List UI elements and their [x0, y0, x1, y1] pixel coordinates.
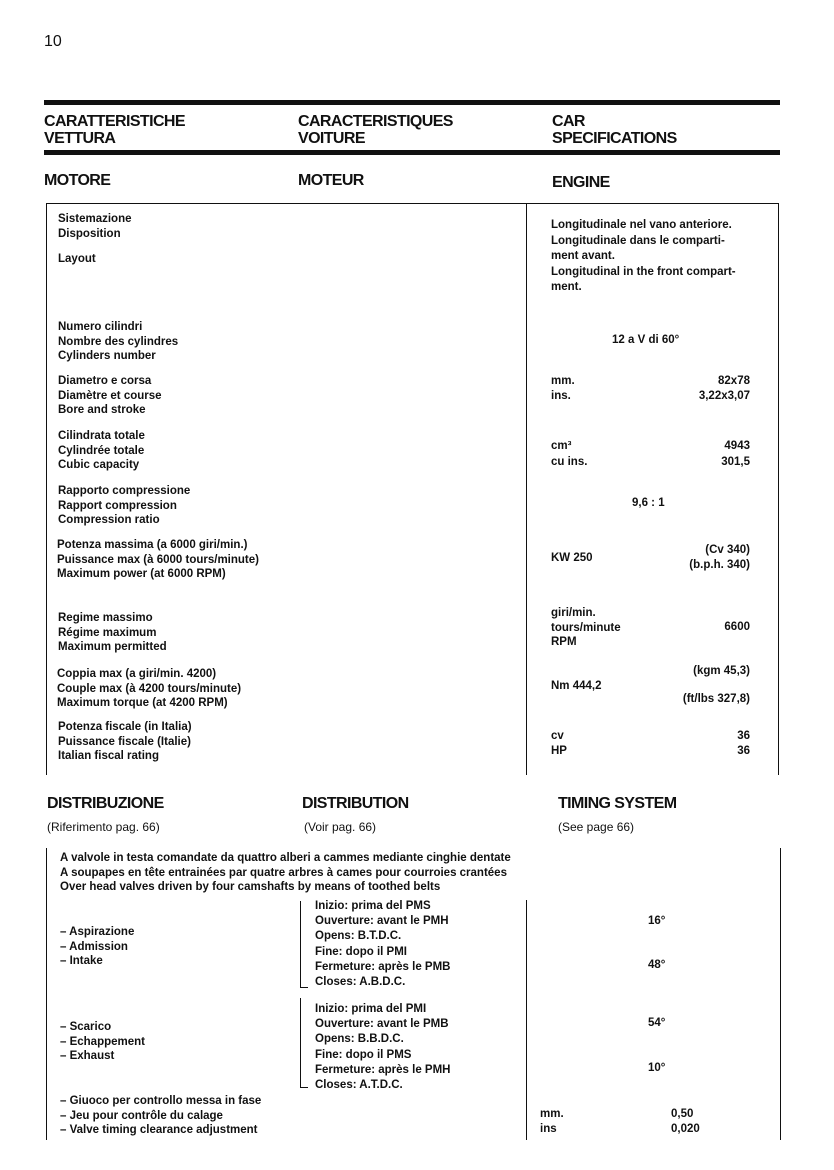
event-line: Ouverture: avant le PMB [315, 1018, 449, 1031]
value-line: Longitudinale nel vano anteriore. [551, 219, 732, 231]
unit-line: giri/min. [551, 607, 596, 619]
label-line: – Aspirazione [60, 926, 135, 938]
label-line: Maximum power (at 6000 RPM) [57, 568, 226, 580]
unit-line: HP [551, 744, 567, 757]
timing-title-fr: DISTRIBUTION [302, 795, 409, 812]
header-it-line: VETTURA [44, 130, 116, 147]
cylinders-value: 12 a V di 60° [612, 334, 680, 346]
exhaust-open-value: 54° [648, 1017, 666, 1029]
unit-line: cv [551, 730, 564, 742]
label-line: – Exhaust [60, 1050, 115, 1062]
label-line: Potenza massima (a 6000 giri/min.) [57, 539, 248, 551]
exhaust-bracket [300, 998, 301, 1088]
bore-values [699, 374, 750, 403]
power-labels [57, 538, 259, 582]
clearance-labels [60, 1094, 261, 1138]
clearance-values [671, 1107, 700, 1136]
header-top-rule [44, 100, 780, 105]
value-line: 0,50 [671, 1108, 694, 1120]
label-line: Rapport compression [58, 499, 177, 512]
label-line: – Echappement [60, 1035, 145, 1048]
value-line: (b.p.h. 340) [689, 558, 750, 571]
label-line: Régime maximum [58, 626, 157, 639]
timing-box-right [780, 848, 781, 1140]
power-values [689, 543, 750, 572]
header-en-line: SPECIFICATIONS [552, 130, 677, 147]
capacity-labels [58, 429, 145, 473]
label-line: Cylinders number [58, 350, 156, 362]
layout-value [551, 218, 736, 296]
header-en-line: CAR [552, 113, 585, 130]
label-line: Layout [58, 253, 96, 265]
label-line: – Intake [60, 955, 103, 967]
revs-units [551, 606, 621, 650]
fiscal-units [551, 729, 567, 758]
power-unit: KW 250 [551, 552, 593, 564]
header-fr-line: CARACTERISTIQUES [298, 113, 453, 130]
unit-line: cm³ [551, 440, 572, 452]
header-en [552, 113, 677, 147]
fiscal-labels [58, 720, 192, 764]
event-line: Fermeture: après le PMB [315, 960, 451, 973]
event-line: Fine: dopo il PMS [315, 1048, 412, 1061]
label-line: Maximum permitted [58, 641, 167, 653]
label-line: Italian fiscal rating [58, 750, 159, 762]
value-line: 4943 [724, 440, 750, 452]
value-line: 82x78 [718, 375, 750, 387]
event-line: Closes: A.B.D.C. [315, 976, 406, 989]
label-line: Regime massimo [58, 612, 153, 624]
header-it [44, 113, 185, 147]
capacity-units [551, 438, 587, 470]
timing-title-en: TIMING SYSTEM [558, 795, 677, 812]
torque-value-ftlbs: (ft/lbs 327,8) [682, 693, 750, 705]
label-line: Coppia max (a giri/min. 4200) [57, 668, 217, 680]
value-line: 36 [737, 744, 750, 757]
engine-box-left [46, 203, 47, 775]
exhaust-close-value: 10° [648, 1062, 666, 1074]
header-bottom-rule [44, 150, 780, 155]
unit-line: ins. [551, 389, 571, 402]
label-line: Diamètre et course [58, 389, 162, 402]
intake-open-value: 16° [648, 915, 666, 927]
label-line: – Jeu pour contrôle du calage [60, 1109, 223, 1122]
label-line: Numero cilindri [58, 321, 143, 333]
unit-line: tours/minute [551, 621, 621, 634]
engine-box-divider [526, 203, 527, 775]
label-line: Sistemazione [58, 213, 132, 225]
unit-line: mm. [540, 1108, 564, 1120]
value-line: 0,020 [671, 1122, 700, 1135]
revs-labels [58, 611, 167, 655]
exhaust-bracket-foot [300, 1087, 308, 1088]
timing-box-left [46, 848, 47, 1140]
label-line: – Valve timing clearance adjustment [60, 1124, 258, 1136]
exhaust-labels [60, 1020, 145, 1064]
intake-bracket [300, 901, 301, 988]
label-line: Cilindrata totale [58, 430, 145, 442]
intake-events [315, 899, 451, 990]
engine-title-en: ENGINE [552, 174, 610, 191]
label-line: Potenza fiscale (in Italia) [58, 721, 192, 733]
label-line: Bore and stroke [58, 404, 146, 416]
value-line: Longitudinale dans le comparti- [551, 234, 725, 247]
intake-bracket-foot [300, 987, 308, 988]
timing-ref-en: (See page 66) [558, 820, 635, 834]
intro-line: Over head valves driven by four camshafts by means of toothed belts [60, 881, 441, 893]
value-line: ment. [551, 281, 582, 293]
intake-labels [60, 925, 134, 969]
header-fr-line: VOITURE [298, 130, 365, 147]
layout-labels [58, 212, 132, 267]
unit-line: cu ins. [551, 456, 588, 468]
engine-box-right [778, 203, 779, 775]
label-line: – Admission [60, 940, 128, 953]
exhaust-events [315, 1002, 451, 1093]
value-line: ment avant. [551, 250, 615, 262]
label-line: Rapporto compressione [58, 485, 191, 497]
torque-value-kgm: (kgm 45,3) [693, 665, 750, 677]
engine-title-it: MOTORE [44, 172, 111, 189]
label-line: Maximum torque (at 4200 RPM) [57, 697, 228, 709]
intake-close-value: 48° [648, 959, 666, 971]
fiscal-values [737, 729, 750, 758]
timing-ref-fr: (Voir pag. 66) [304, 820, 377, 834]
event-line: Fermeture: après le PMH [315, 1063, 451, 1076]
unit-line: mm. [551, 375, 575, 387]
value-line: (Cv 340) [705, 544, 750, 556]
label-line: Puissance max (à 6000 tours/minute) [57, 553, 259, 566]
torque-labels [57, 667, 241, 711]
page-number: 10 [44, 33, 62, 50]
bore-units [551, 374, 575, 403]
clearance-units [540, 1107, 564, 1136]
header-fr [298, 113, 453, 147]
event-line: Inizio: prima del PMS [315, 900, 431, 912]
header-it-line: CARATTERISTICHE [44, 113, 185, 130]
compression-labels [58, 484, 190, 528]
engine-box-top [46, 203, 778, 204]
label-line: – Scarico [60, 1021, 112, 1033]
label-line: Puissance fiscale (Italie) [58, 735, 191, 748]
value-line: 36 [737, 730, 750, 742]
timing-intro [60, 851, 511, 895]
event-line: Closes: A.T.D.C. [315, 1079, 403, 1092]
value-line: 301,5 [721, 456, 750, 468]
bore-labels [58, 374, 162, 418]
cylinders-labels [58, 320, 178, 364]
revs-value: 6600 [724, 621, 750, 633]
label-line: Cylindrée totale [58, 444, 145, 457]
engine-title-fr: MOTEUR [298, 172, 364, 189]
label-line: Nombre des cylindres [58, 335, 179, 348]
label-line: – Giuoco per controllo messa in fase [60, 1095, 262, 1107]
label-line: Compression ratio [58, 514, 160, 526]
event-line: Opens: B.B.D.C. [315, 1033, 404, 1046]
event-line: Inizio: prima del PMI [315, 1003, 427, 1015]
unit-line: ins [540, 1122, 557, 1135]
event-line: Fine: dopo il PMI [315, 945, 407, 958]
event-line: Opens: B.T.D.C. [315, 930, 402, 943]
intro-line: A valvole in testa comandate da quattro alberi a cammes mediante cinghie dentate [60, 852, 511, 864]
label-line: Cubic capacity [58, 459, 140, 471]
compression-value: 9,6 : 1 [632, 497, 665, 509]
timing-box-divider [526, 900, 527, 1140]
intro-line: A soupapes en tête entrainées par quatre arbres à cames pour courroies crantées [60, 866, 507, 879]
event-line: Ouverture: avant le PMH [315, 915, 449, 928]
label-line: Disposition [58, 227, 121, 240]
label-line: Couple max (à 4200 tours/minute) [57, 682, 242, 695]
torque-unit: Nm 444,2 [551, 680, 602, 692]
label-line: Diametro e corsa [58, 375, 152, 387]
timing-ref-it: (Riferimento pag. 66) [47, 820, 160, 834]
capacity-values [721, 438, 750, 470]
timing-title-it: DISTRIBUZIONE [47, 795, 164, 812]
value-line: 3,22x3,07 [698, 389, 750, 402]
value-line: Longitudinal in the front compart- [551, 265, 736, 278]
unit-line: RPM [551, 636, 577, 648]
